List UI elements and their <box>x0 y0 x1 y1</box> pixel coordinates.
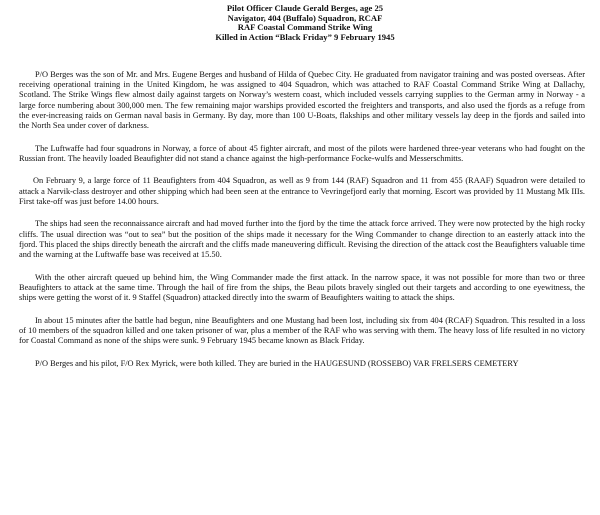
paragraph-attack: With the other aircraft queued up behind him, the Wing Commander made the first attack. In the narrow space, it was not possible for more than two or three Beaufighters to attack at the same time. Through the hail of fire from the ships, the Beau pilots bravely singled out their targets and according to one eyewitness, the ships were getting the worst of it. 9 Staffel (Squadron) attacked directly into the swarm of Beaufighters waiting to attack the ships. <box>19 272 585 303</box>
heading-killed-line: Killed in Action “Black Friday” 9 February 1945 <box>215 31 395 42</box>
paragraph-losses: In about 15 minutes after the battle had begun, nine Beaufighters and one Mustang had been lost, including six from 404 (RCAF) Squadron. This resulted in a loss of 10 members of the squadron killed and one taken prisoner of war, plus a member of the RAF who was serving with them. The heavy loss of life resulted in no victory for Coastal Command as none of the ships were sunk. 9 February 1945 became known as Black Friday. <box>19 315 585 346</box>
heading-name-line: Pilot Officer Claude Gerald Berges, age 25 <box>226 3 384 13</box>
paragraph-luftwaffe: The Luftwaffe had four squadrons in Norway, a force of about 45 fighter aircraft, and most of the pilots were hardened three-year veterans who had fought on the Russian front. The heavily loaded Beaufighter did not stand a chance against the high-performance Focke-wulfs and Messerschmitts. <box>19 143 585 163</box>
paragraph-february-9: On February 9, a large force of 11 Beaufighters from 404 Squadron, as well as 9 from 144 (RAF) Squadron and 11 from 455 (RAAF) Squadron were detailed to attack a Narvik-class destroyer and other shipping which had been seen at the entrance to Vevringefjord early that morning. Escort was provided by 11 Mustang Mk IIIs. First take-off was just before 14.00 hours. <box>19 176 585 206</box>
document-heading <box>140 4 470 42</box>
heading-rank-line: Navigator, 404 (Buffalo) Squadron, RCAF <box>227 12 383 23</box>
paragraph-burial: P/O Berges and his pilot, F/O Rex Myrick, were both killed. They are buried in the HAUGESUND (ROSSEBO) VAR FRELSERS CEMETERY <box>35 358 519 368</box>
document-body <box>19 70 585 381</box>
heading-unit-line: RAF Coastal Command Strike Wing <box>237 22 373 33</box>
paragraph-ships: The ships had seen the reconnaissance aircraft and had moved further into the fjord by the time the attack force arrived. They were now protected by the high rocky cliffs. The usual direction was “out to sea” but the position of the ships made it necessary for the Wing Commander to change direction to an easterly attack into the fjord. This placed the ships directly beneath the aircraft and the cliffs made maneuvering difficult. Revising the direction of the attack cost the Beaufighters valuable time and the warning at the Luftwaffe base was received at 15.50. <box>19 219 585 260</box>
paragraph-background: P/O Berges was the son of Mr. and Mrs. Eugene Berges and husband of Hilda of Quebec City. He graduated from navigator training and was posted overseas. After receiving operational training in the United Kingdom, he was assigned to 404 Squadron, which was attached to RAF Coastal Command Strike Wing at Dallachy, Scotland. The Strike Wings flew almost daily against targets on Norway’s western coast, which included vessels carrying supplies to the German army in Norway - a large force numbering about 300,000 men. The few remaining major warships provided escorted the freighters and transports, and also used the fjords as a refuge from the ever-increasing raids on German naval basis in Germany. By day, more than 100 U-Boats, flakships and other military vessels lay deep in the fjords and sailed into the North Sea under cover of darkness. <box>19 70 585 131</box>
